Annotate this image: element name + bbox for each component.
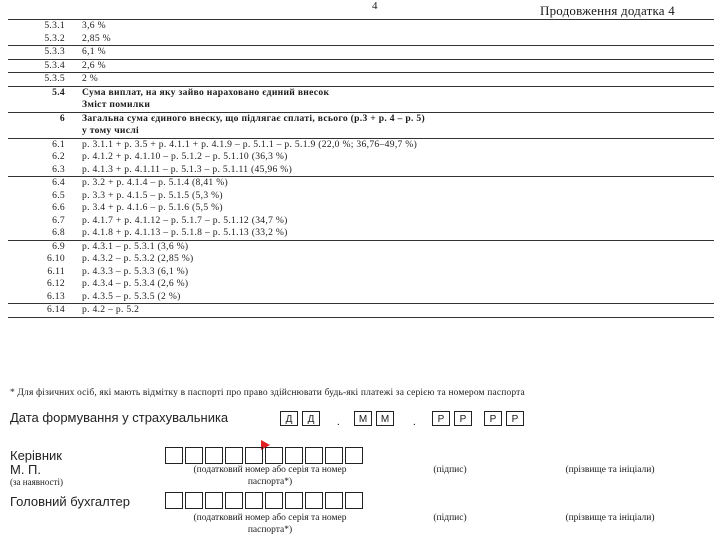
- table-row: [8, 99, 714, 112]
- row-text: р. 4.1.3 + р. 4.1.11 – р. 5.1.3 – р. 5.1.11 (45,96 %): [82, 163, 293, 175]
- table-row: [8, 278, 714, 291]
- date-year-box-2[interactable]: Р: [454, 411, 472, 426]
- row-number: 6.13: [47, 290, 65, 302]
- head-label: Керівник: [10, 448, 62, 463]
- table-row: [8, 20, 714, 33]
- head-tax-id-cells[interactable]: [165, 447, 365, 464]
- row-text: р. 4.3.4 – р. 5.3.4 (2,6 %): [82, 278, 189, 290]
- row-number: 5.3.1: [8, 20, 74, 33]
- date-day-box-2[interactable]: Д: [302, 411, 320, 426]
- continuation-title: Продовження додатка 4: [540, 3, 675, 18]
- table-row: [8, 202, 714, 215]
- row-number: 6.2: [52, 151, 65, 163]
- accountant-tax-caption: (податковий номер або серія та номер паспорта*): [193, 513, 347, 535]
- contributions-table: [8, 19, 714, 318]
- table-row: [8, 227, 714, 240]
- table-row: [8, 112, 714, 125]
- table-row: [8, 86, 714, 99]
- row-text: Зміст помилки: [82, 99, 151, 111]
- stamp-note: (за наявності): [10, 477, 63, 487]
- row-text: Загальна сума єдиного внеску, що підлягає сплаті, всього (р.3 + р. 4 – р. 5): [74, 112, 714, 125]
- table-row: [8, 266, 714, 279]
- table-row: [8, 73, 714, 87]
- row-number: 5.4: [8, 86, 74, 99]
- row-text: р. 4.3.1 – р. 5.3.1 (3,6 %): [74, 240, 714, 253]
- row-number: 5.3.5: [8, 73, 74, 87]
- head-tax-caption: (податковий номер або серія та номер паспорта*): [193, 465, 347, 487]
- accountant-name-caption: (прізвище та ініціали): [565, 513, 655, 523]
- table-row: [8, 164, 714, 177]
- stamp-label: М. П.: [10, 462, 42, 477]
- accountant-sign-caption: (підпис): [433, 513, 467, 523]
- row-text: р. 4.1.8 + р. 4.1.13 – р. 5.1.8 – р. 5.1.13 (33,2 %): [82, 227, 288, 239]
- row-text: р. 3.4 + р. 4.1.6 – р. 5.1.6 (5,5 %): [82, 202, 223, 214]
- row-text: р. 3.2 + р. 4.1.4 – р. 5.1.4 (8,41 %): [74, 177, 714, 190]
- date-day-box-1[interactable]: Д: [280, 411, 298, 426]
- footnote: * Для фізичних осіб, які мають відмітку в паспорті про право здійснювати будь-які платежі за серією та номером паспорта: [10, 388, 525, 398]
- row-number: 6.6: [52, 202, 65, 214]
- row-text: 6,1 %: [74, 46, 714, 60]
- row-number: 6.3: [52, 163, 65, 175]
- row-number: 6.11: [47, 265, 65, 277]
- row-text: 2,85 %: [82, 32, 111, 44]
- row-text: р. 3.3 + р. 4.1.5 – р. 5.1.5 (5,3 %): [82, 189, 223, 201]
- table-row: [8, 215, 714, 228]
- row-number: 6.14: [8, 304, 74, 318]
- row-text: р. 4.2 – р. 5.2: [74, 304, 714, 318]
- row-number: [8, 99, 74, 112]
- row-text: 3,6 %: [74, 20, 714, 33]
- table-row: [8, 177, 714, 190]
- row-text: Сума виплат, на яку зайво нараховано єдиний внесок: [74, 86, 714, 99]
- row-text: р. 4.3.2 – р. 5.3.2 (2,85 %): [82, 253, 194, 265]
- row-text: 2,6 %: [74, 59, 714, 73]
- row-number: [8, 125, 74, 138]
- table-row: [8, 190, 714, 203]
- row-text: р. 4.1.2 + р. 4.1.10 – р. 5.1.2 – р. 5.1.10 (36,3 %): [82, 151, 288, 163]
- row-number: 6: [8, 112, 74, 125]
- accountant-tax-id-cells[interactable]: [165, 492, 365, 509]
- table-row: [8, 138, 714, 151]
- row-number: 6.8: [52, 227, 65, 239]
- date-month-box-1[interactable]: М: [354, 411, 372, 426]
- head-sign-caption: (підпис): [433, 465, 467, 475]
- table-row: [8, 125, 714, 138]
- row-number: 6.4: [8, 177, 74, 190]
- row-number: 6.12: [47, 278, 65, 290]
- row-text: 2 %: [74, 73, 714, 87]
- row-number: 5.3.3: [8, 46, 74, 60]
- row-text: р. 4.3.5 – р. 5.3.5 (2 %): [82, 290, 181, 302]
- page-number: 4: [372, 0, 378, 12]
- table-row: [8, 59, 714, 73]
- date-year-box-4[interactable]: Р: [506, 411, 524, 426]
- row-text: р. 3.1.1 + р. 3.5 + р. 4.1.1 + р. 4.1.9 – р. 5.1.1 – р. 5.1.9 (22,0 %; 36,76–49,7 %): [74, 138, 714, 151]
- row-number: 6.5: [52, 189, 65, 201]
- row-text: у тому числі: [82, 125, 139, 137]
- date-label: Дата формування у страхувальника: [10, 410, 229, 425]
- table-row: [8, 151, 714, 164]
- row-number: 6.7: [52, 214, 65, 226]
- row-number: 6.10: [47, 253, 65, 265]
- table-row: [8, 253, 714, 266]
- date-month-box-2[interactable]: М: [376, 411, 394, 426]
- date-year-box-3[interactable]: Р: [484, 411, 502, 426]
- date-separator: .: [337, 416, 340, 428]
- date-separator: .: [413, 416, 416, 428]
- head-name-caption: (прізвище та ініціали): [565, 465, 655, 475]
- table-row: [8, 240, 714, 253]
- row-number: 6.9: [8, 240, 74, 253]
- table-row: [8, 46, 714, 60]
- row-text: р. 4.3.3 – р. 5.3.3 (6,1 %): [82, 265, 189, 277]
- row-number: 5.3.2: [44, 32, 65, 44]
- row-text: р. 4.1.7 + р. 4.1.12 – р. 5.1.7 – р. 5.1.12 (34,7 %): [82, 214, 288, 226]
- table-row: [8, 304, 714, 318]
- row-number: 5.3.4: [8, 59, 74, 73]
- accountant-label: Головний бухгалтер: [10, 494, 130, 509]
- row-number: 6.1: [8, 138, 74, 151]
- date-year-box-1[interactable]: Р: [432, 411, 450, 426]
- table-row: [8, 291, 714, 304]
- table-row: [8, 33, 714, 46]
